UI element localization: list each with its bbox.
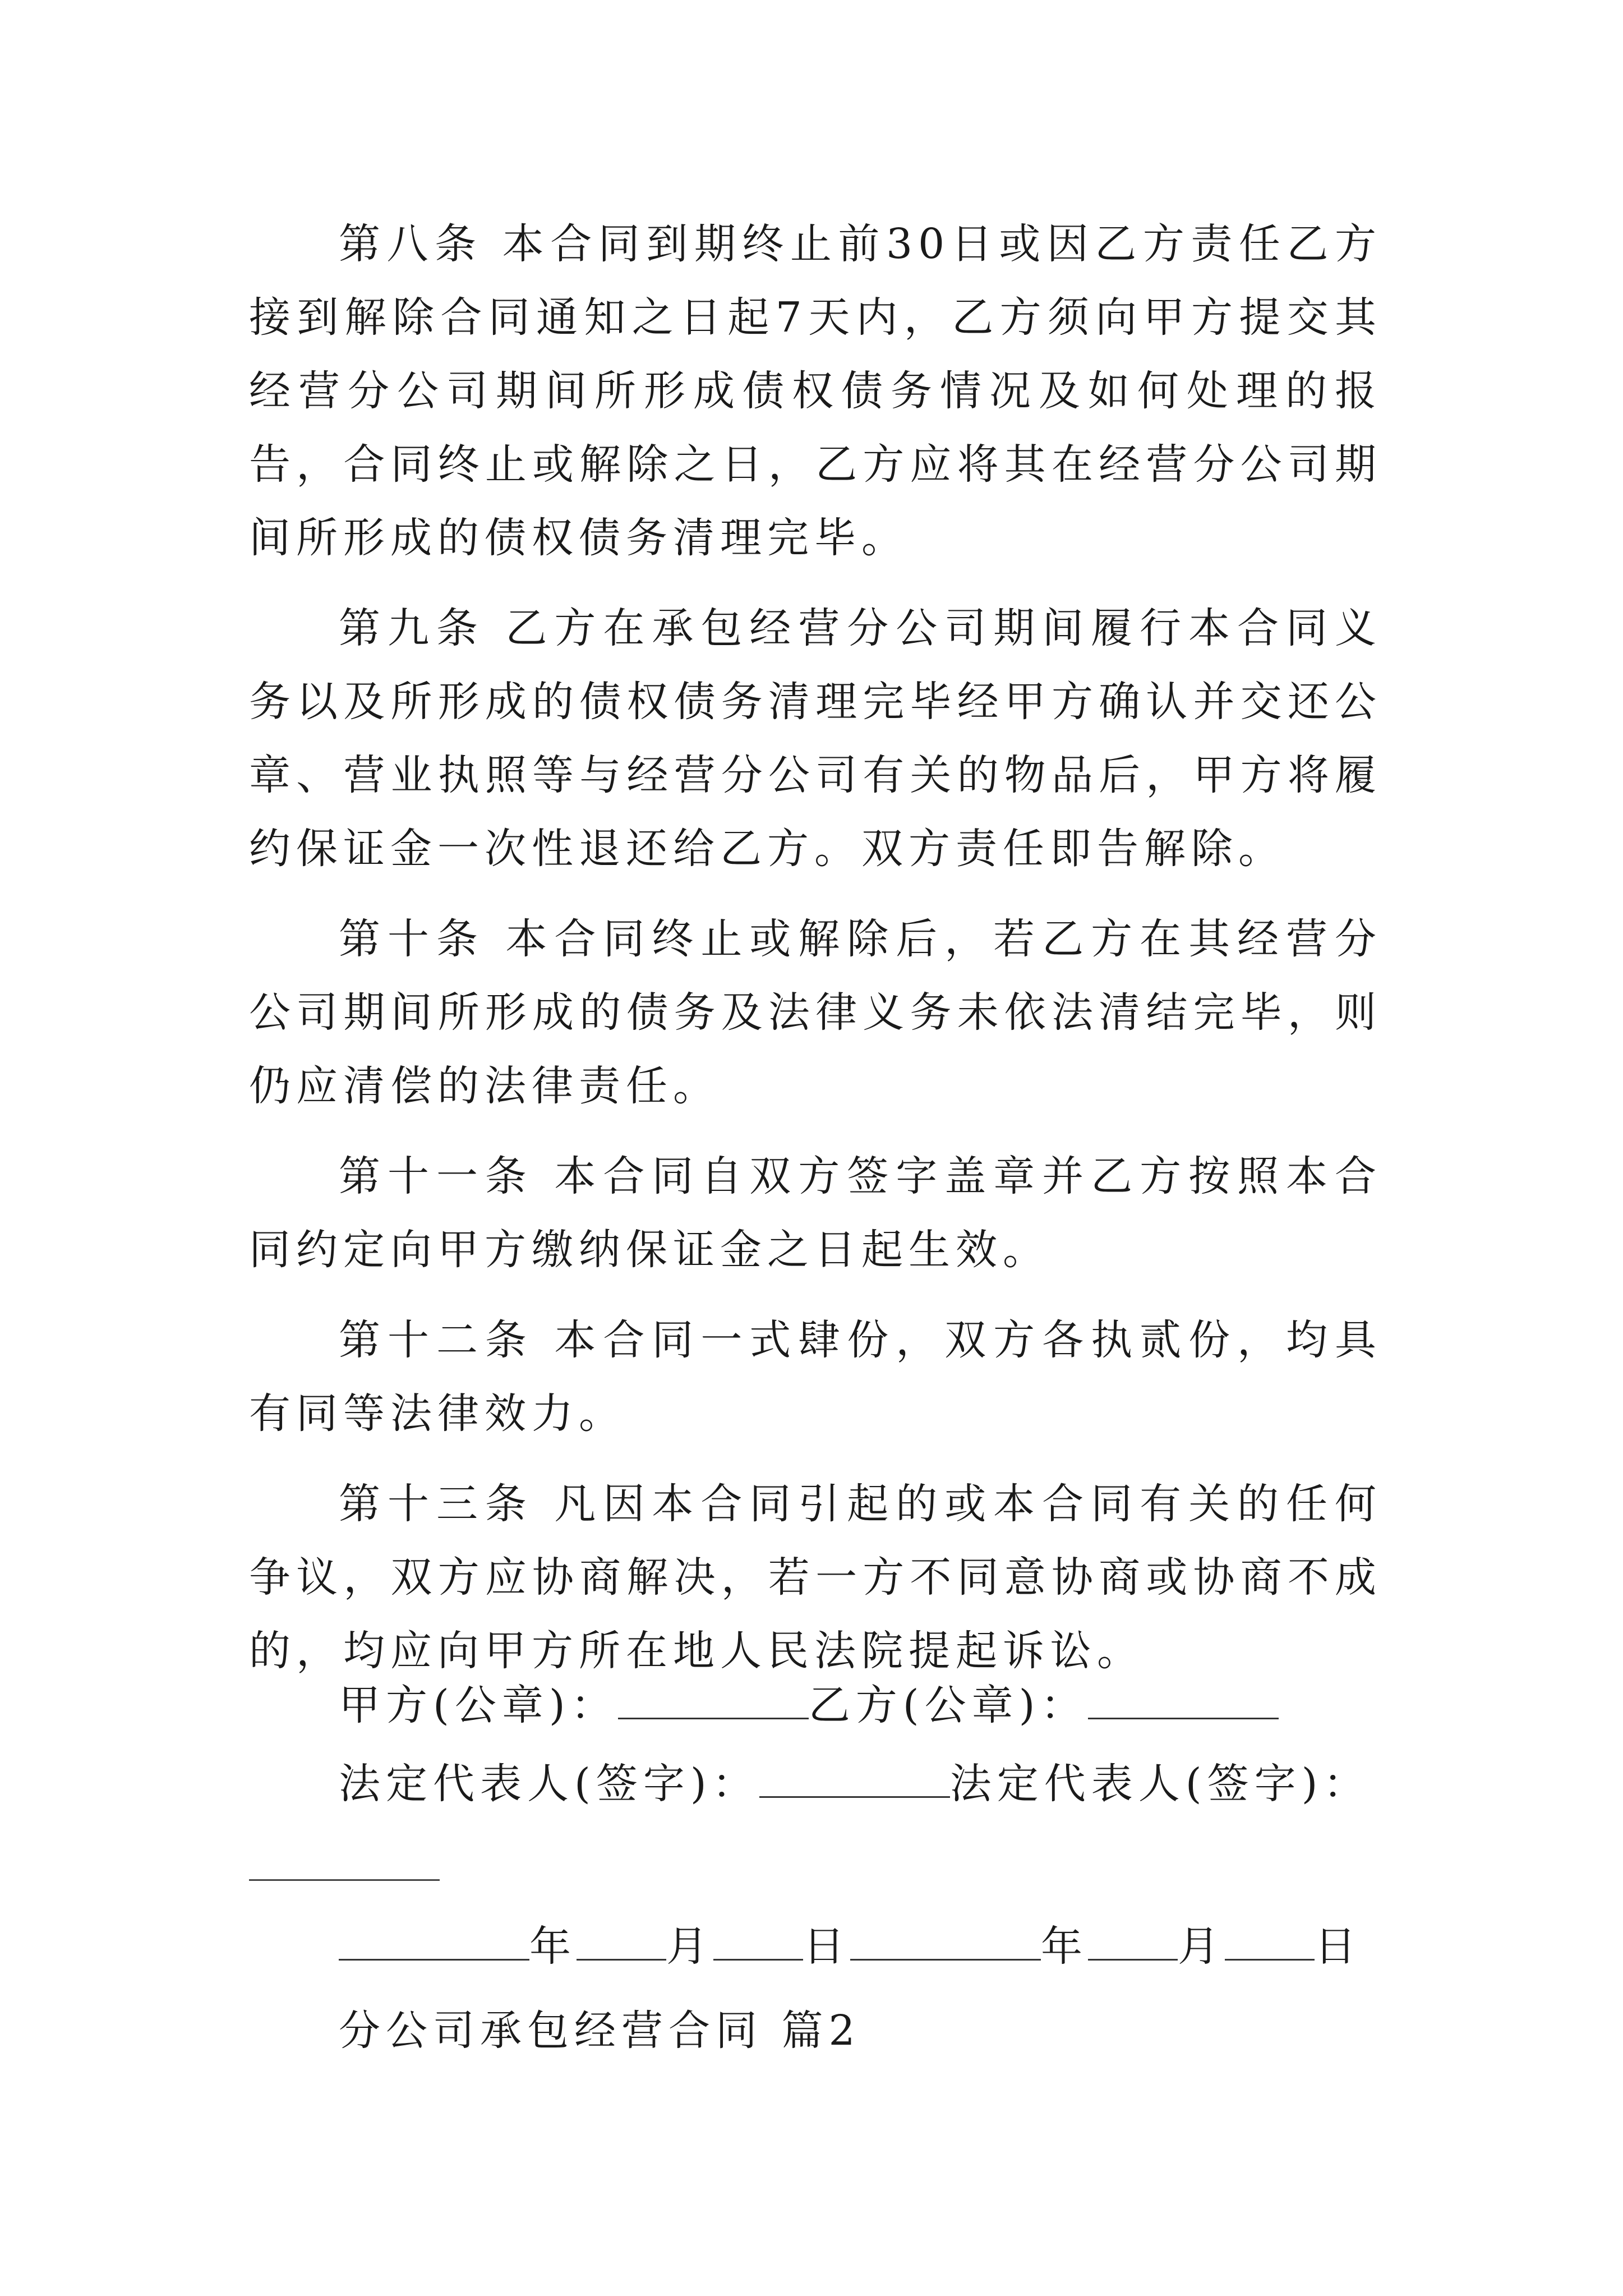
clause-11: 第十一条 本合同自双方签字盖章并乙方按照本合同约定向甲方缴纳保证金之日起生效。 <box>249 1152 1382 1274</box>
date-line <box>339 1918 1362 1975</box>
party-b-seal-label: 乙方(公章)： <box>808 1681 1088 1729</box>
party-a-seal-label: 甲方(公章)： <box>339 1681 618 1729</box>
year-b-blank <box>850 1925 1041 1961</box>
next-section-heading: 分公司承包经营合同 篇2 <box>339 2007 861 2055</box>
clause-12: 第十二条 本合同一式肆份，双方各执贰份，均具有同等法律效力。 <box>249 1316 1382 1438</box>
month-a-label: 月 <box>666 1922 713 1971</box>
legal-rep-b-label: 法定代表人(签字)： <box>949 1760 1371 1808</box>
clause-8: 第八条 本合同到期终止前30日或因乙方责任乙方接到解除合同通知之日起7天内，乙方须向甲方提交其经营分公司期间所形成债权债务情况及如何处理的报告，合同终止或解除之日，乙方应将其在经营分公司期间所形成的债权债务清理完毕。 <box>249 220 1382 562</box>
month-b-blank <box>1088 1925 1178 1961</box>
legal-rep-b-blank-continued <box>249 1879 440 1881</box>
legal-rep-a-blank <box>759 1763 950 1798</box>
day-a-blank <box>713 1925 803 1961</box>
clause-10: 第十条 本合同终止或解除后，若乙方在其经营分公司期间所形成的债务及法律义务未依法清结完毕，则仍应清偿的法律责任。 <box>249 915 1382 1110</box>
party-seal-line <box>339 1677 1279 1733</box>
day-b-blank <box>1225 1925 1315 1961</box>
month-a-blank <box>577 1925 666 1961</box>
contract-body <box>249 208 1382 1705</box>
legal-rep-line <box>339 1756 1371 1812</box>
year-a-blank <box>339 1925 529 1961</box>
year-a-label: 年 <box>529 1922 577 1971</box>
month-b-label: 月 <box>1178 1922 1225 1971</box>
day-b-label: 日 <box>1315 1922 1362 1971</box>
party-a-seal-blank <box>618 1684 809 1719</box>
party-b-seal-blank <box>1088 1684 1279 1719</box>
day-a-label: 日 <box>803 1922 850 1971</box>
year-b-label: 年 <box>1041 1922 1088 1971</box>
legal-rep-a-label: 法定代表人(签字)： <box>339 1760 759 1808</box>
clause-9: 第九条 乙方在承包经营分公司期间履行本合同义务以及所形成的债权债务清理完毕经甲方确认并交还公章、营业执照等与经营分公司有关的物品后，甲方将履约保证金一次性退还给乙方。双方责任即告解除。 <box>249 604 1382 873</box>
clause-13: 第十三条 凡因本合同引起的或本合同有关的任何争议，双方应协商解决，若一方不同意协商或协商不成的，均应向甲方所在地人民法院提起诉讼。 <box>249 1480 1382 1675</box>
